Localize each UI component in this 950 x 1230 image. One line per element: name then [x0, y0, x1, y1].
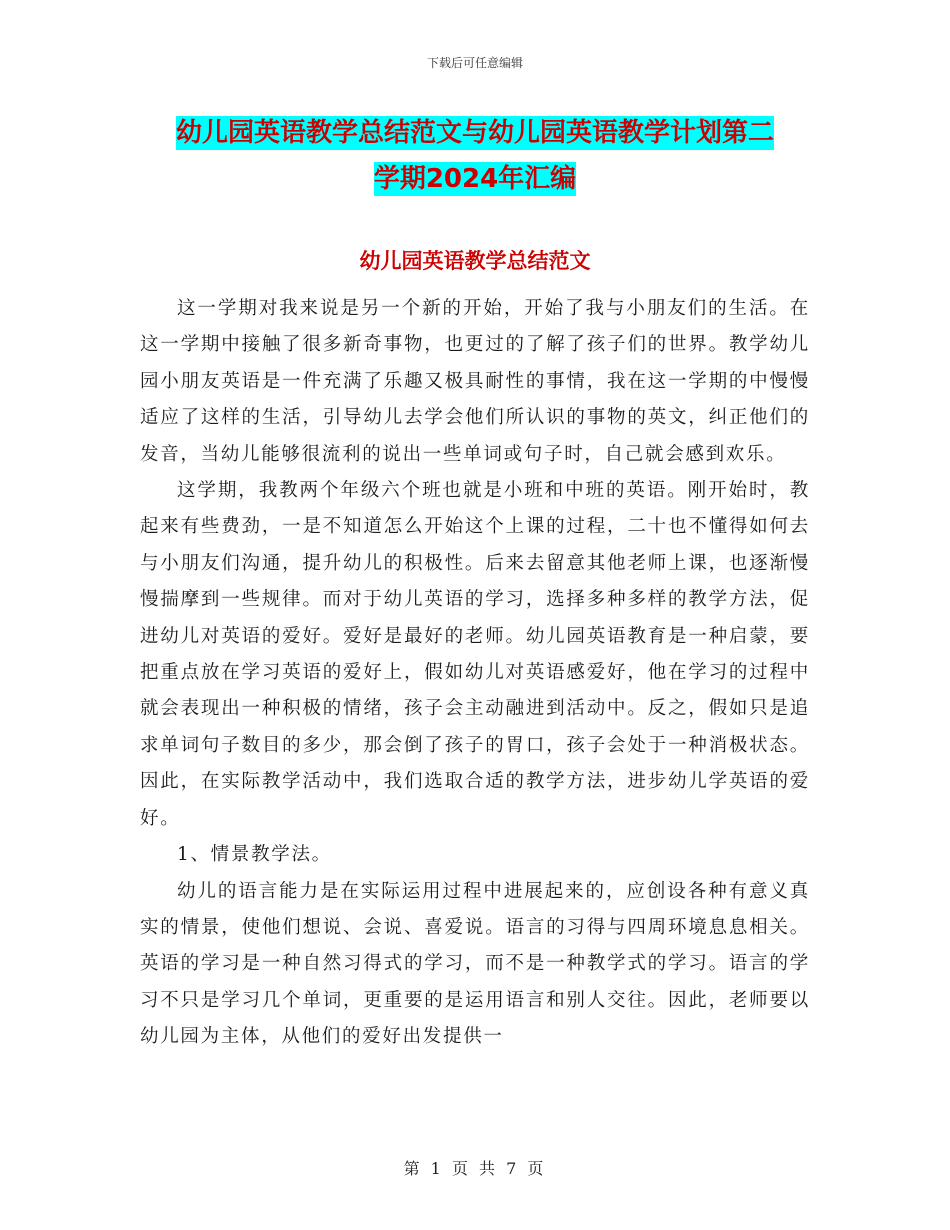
paragraph: 幼儿的语言能力是在实际运用过程中进展起来的，应创设各种有意义真实的情景，使他们想说、会说、喜爱说。语言的习得与四周环境息息相关。英语的学习是一种自然习得式的学习，而不是一种教学式的学习。语言的学习不只是学习几个单词，更重要的是运用语言和别人交往。因此，老师要以幼儿园为主体，从他们的爱好出发提供一 [140, 880, 810, 1048]
paragraph: 这学期，我教两个年级六个班也就是小班和中班的英语。刚开始时，教起来有些费劲，一是不知道怎么开始这个上课的过程，二十也不懂得如何去与小朋友们沟通，提升幼儿的积极性。后来去留意其他老师上课，也逐渐慢慢揣摩到一些规律。而对于幼儿英语的学习，选择多种多样的教学方法，促进幼儿对英语的爱好。爱好是最好的老师。幼儿园英语教育是一种启蒙，要把重点放在学习英语的爱好上，假如幼儿对英语感爱好，他在学习的过程中就会表现出一种积极的情绪，孩子会主动融进到活动中。反之，假如只是追求单词句子数目的多少，那会倒了孩子的胃口，孩子会处于一种消极状态。因此，在实际教学活动中，我们选取合适的教学方法，进步幼儿学英语的爱好。 [140, 480, 810, 829]
body-text [140, 291, 810, 1056]
page-number: 第 1 页 共 7 页 [403, 1159, 547, 1178]
title-line-2: 学期2024年汇编 [373, 164, 577, 194]
paragraph: 这一学期对我来说是另一个新的开始，开始了我与小朋友们的生活。在这一学期中接触了很多新奇事物，也更过的了解了孩子们的世界。教学幼儿园小朋友英语是一件充满了乐趣又极具耐性的事情，我在这一学期的中慢慢适应了这样的生活，引导幼儿去学会他们所认识的事物的英文，纠正他们的发音，当幼儿能够很流利的说出一些单词或句子时，自己就会感到欢乐。 [140, 298, 810, 465]
header-note: 下载后可任意编辑 [426, 56, 523, 70]
section-title: 幼儿园英语教学总结范文 [359, 249, 591, 273]
paragraph: 1、情景教学法。 [177, 844, 332, 866]
document-title [140, 110, 810, 202]
title-line-1: 幼儿园英语教学总结范文与幼儿园英语教学计划第二 [175, 118, 774, 148]
